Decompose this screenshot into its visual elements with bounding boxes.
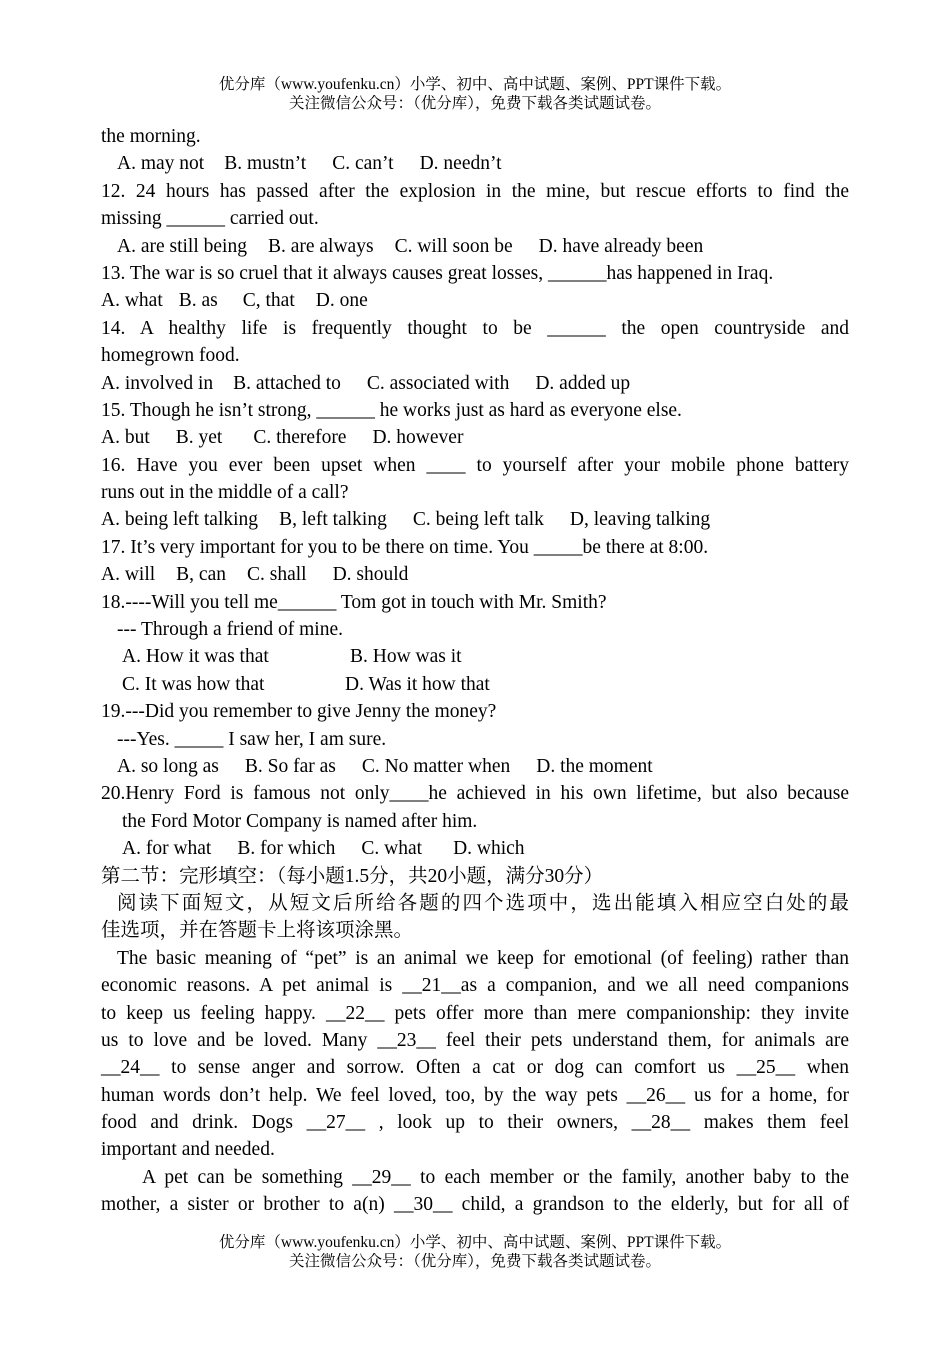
header-line-1: 优分库（www.youfenku.cn）小学、初中、高中试题、案例、PPT课件下载。 [218,76,732,93]
q18-option-b: B. How was it [350,646,462,668]
footer-line-1: 优分库（www.youfenku.cn）小学、初中、高中试题、案例、PPT课件下载。 [218,1234,732,1251]
q16-option-c: C. being left talk [412,509,544,531]
q15-option-b: B. yet [175,427,223,449]
q13-stem-line-1: 13. The war is so cruel that it always causes great losses, ______has happened in Iraq. [101,262,774,284]
q19-option-c: C. No matter when [361,755,511,777]
passage-p1-line-6: human words don’t help. We feel loved, too, by the way pets __26__ us for a home, for [101,1084,849,1106]
q16-stem-line-2: runs out in the middle of a call? [101,482,349,504]
q18-options-row-1 [101,643,849,670]
q14-option-d: D. added up [535,372,631,394]
passage-p1-line-3: to keep us feeling happy. __22__ pets offer more than mere companionship: they invite [101,1002,849,1024]
q11-option-c: C. can’t [332,153,394,175]
q16-option-d: D, leaving talking [569,509,711,531]
passage-p2-line-1: A pet can be something __29__ to each member or the family, another baby to the [142,1166,849,1188]
passage-p1-line-7: food and drink. Dogs __27__ , look up to their owners, __28__ makes them feel [101,1112,849,1134]
q17-option-a: A. will [101,564,156,586]
q18-stem-line-2: --- Through a friend of mine. [117,619,343,641]
section2-title: 第二节：完形填空：（每小题1.5分，共20小题，满分30分） [101,865,604,887]
q20-option-c: C. what [361,838,423,860]
q12-option-a: A. are still being [117,235,247,257]
q11-tail: the morning. [101,126,201,147]
q17-options [101,561,849,588]
q13-option-b: B. as [178,290,218,312]
q18-options-row-2 [101,671,849,698]
q15-option-a: A. but [101,427,150,449]
q18-stem-line-1: 18.----Will you tell me______ Tom got in touch with Mr. Smith? [101,591,607,613]
q13-options [101,287,849,314]
page-header [0,75,950,113]
q11-option-b: B. mustn’t [224,153,307,175]
q17-option-b: B, can [176,564,226,586]
passage-p1-line-8: important and needed. [101,1139,275,1161]
q17-option-d: D. should [332,564,409,586]
passage-p1-line-5: __24__ to sense anger and sorrow. Often a cat or dog can comfort us __25__ when [101,1057,849,1079]
footer-line-2: 关注微信公众号：（优分库），免费下载各类试题试卷。 [288,1253,661,1270]
passage-p1-line-1: The basic meaning of “pet” is an animal we keep for emotional (of feeling) rather than [117,947,849,969]
q14-option-b: B. attached to [233,372,341,394]
q15-options [101,424,849,451]
q20-option-b: B. for which [237,838,336,860]
q19-stem-line-2: ---Yes. _____ I saw her, I am sure. [117,728,387,750]
page-footer [0,1233,950,1271]
q14-options [101,370,849,397]
q19-option-b: B. So far as [244,755,336,777]
q16-option-b: B, left talking [279,509,387,531]
q11-option-a: A. may not [117,153,205,175]
passage-p2-line-2: mother, a sister or brother to a(n) __30__ child, a grandson to the elderly, but for all of [101,1194,849,1216]
q15-option-c: C. therefore [253,427,347,449]
q11-options [101,150,849,177]
q18-option-d: D. Was it how that [345,673,490,695]
q14-stem-line-2: homegrown food. [101,345,240,367]
q16-options [101,506,849,533]
header-line-2: 关注微信公众号：（优分库），免费下载各类试题试卷。 [288,95,661,112]
q15-stem-line-1: 15. Though he isn’t strong, ______ he works just as hard as everyone else. [101,399,682,421]
passage-p1-line-4: us to love and be loved. Many __23__ feel their pets understand them, for animals are [101,1029,849,1051]
q19-stem-line-1: 19.---Did you remember to give Jenny the money? [101,701,497,723]
q12-stem-line-2: missing ______ carried out. [101,208,319,230]
q13-option-d: D. one [315,290,368,312]
q19-option-d: D. the moment [536,755,653,777]
passage-p1-line-2: economic reasons. A pet animal is __21__as a companion, and we all need companions [101,975,849,997]
section2-instruction-line-1: 阅读下面短文，从短文后所给各题的四个选项中，选出能填入相应空白处的最 [117,892,849,914]
q18-option-a: A. How it was that [122,646,269,668]
q17-option-c: C. shall [247,564,307,586]
q13-option-c: C, that [242,290,295,312]
q18-option-c: C. It was how that [122,673,265,695]
q20-options [101,835,849,862]
q20-option-a: A. for what [122,838,212,860]
q12-option-d: D. have already been [538,235,704,257]
section2-instruction-line-2: 佳选项，并在答题卡上将该项涂黑。 [101,920,414,942]
q11-option-d: D. needn’t [419,153,502,175]
q20-option-d: D. which [453,838,525,860]
q16-option-a: A. being left talking [101,509,259,531]
q17-stem-line-1: 17. It’s very important for you to be there on time. You _____be there at 8:00. [101,536,709,558]
q13-option-a: A. what [101,290,163,312]
q12-options [101,233,849,260]
q15-option-d: D. however [372,427,464,449]
q20-stem-line-2: the Ford Motor Company is named after him. [122,810,478,832]
q14-option-c: C. associated with [366,372,510,394]
q19-options [101,753,849,780]
q12-option-b: B. are always [267,235,374,257]
q12-stem-line-1: 12. 24 hours has passed after the explosion in the mine, but rescue efforts to find the [101,180,849,202]
q14-option-a: A. involved in [101,372,214,394]
q16-stem-line-1: 16. Have you ever been upset when ____ to yourself after your mobile phone battery [101,454,849,476]
q14-stem-line-1: 14. A healthy life is frequently thought to be ______ the open countryside and [101,317,849,339]
document-body [101,123,849,1219]
q12-option-c: C. will soon be [394,235,513,257]
q20-stem-line-1: 20.Henry Ford is famous not only____he achieved in his own lifetime, but also because [101,783,849,805]
q19-option-a: A. so long as [117,755,219,777]
